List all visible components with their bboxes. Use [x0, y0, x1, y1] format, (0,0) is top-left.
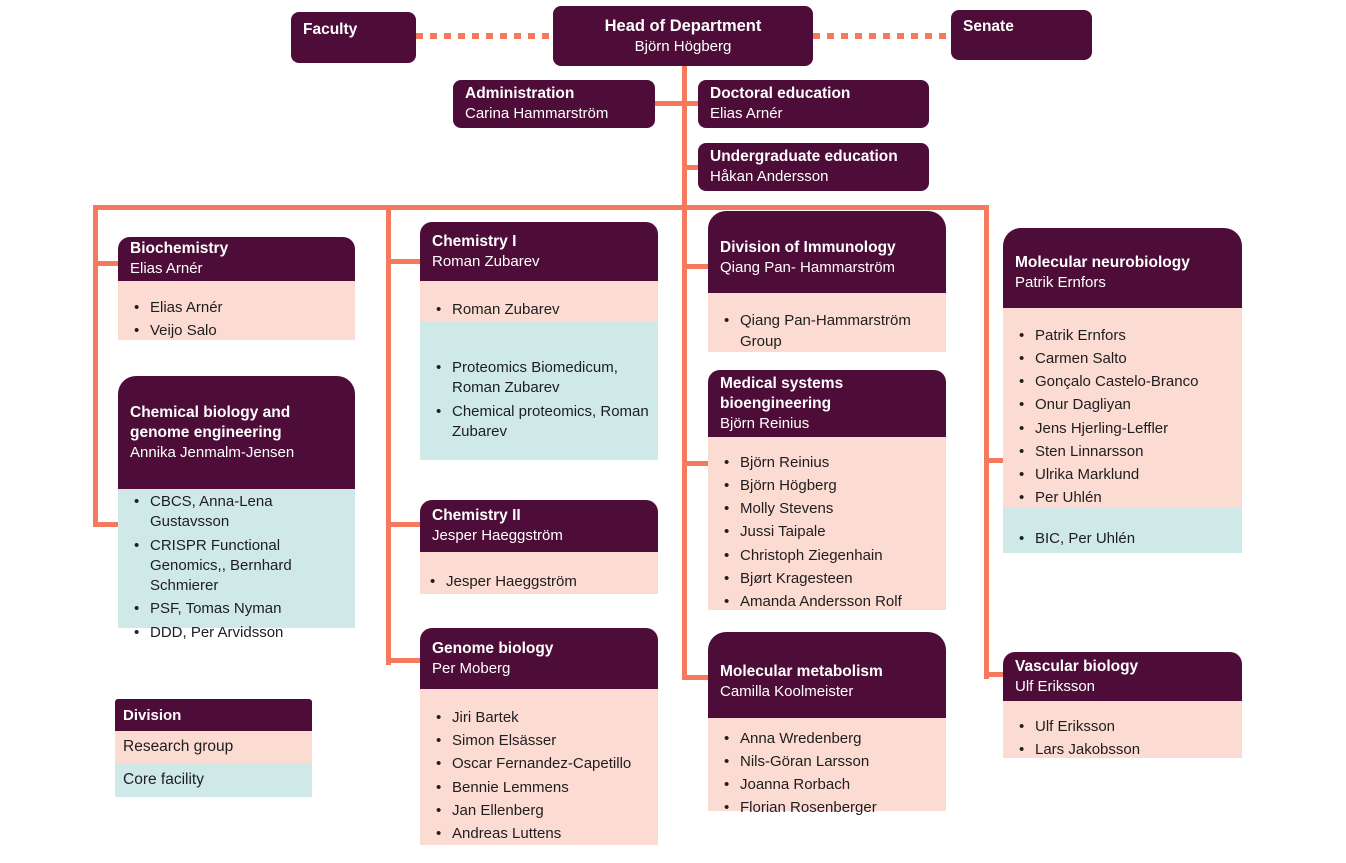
division-lead: Qiang Pan- Hammarström: [720, 259, 896, 277]
division-lead: Björn Reinius: [720, 414, 810, 432]
division-lead: Roman Zubarev: [432, 252, 540, 270]
division-title: Vascular biology: [1015, 657, 1139, 675]
member-item: • DDD, Per Arvidsson: [126, 623, 347, 643]
division-header-molecular-neurobiology: [1003, 228, 1242, 308]
member-item: • Proteomics Biomedicum, Roman Zubarev: [428, 358, 650, 399]
division-title: Molecular neurobiology: [1015, 254, 1190, 272]
member-item: • Ulrika Marklund: [1011, 465, 1234, 485]
undergraduate-education-box: [698, 143, 929, 191]
connector-main-horizontal: [93, 205, 989, 210]
legend-division-label: Division: [123, 706, 182, 724]
connector-stub-biochemistry: [93, 261, 121, 266]
research-group-list: [708, 437, 946, 628]
legend-core-facility-row: [115, 763, 312, 797]
administration-title: Administration: [465, 85, 575, 103]
member-item: • Onur Dagliyan: [1011, 395, 1234, 415]
member-item: • Per Uhlén: [1011, 488, 1234, 508]
member-item: • Oscar Fernandez-Capetillo: [428, 754, 650, 774]
head-of-department-box: [553, 6, 813, 66]
senate-title: Senate: [963, 18, 1014, 35]
connector-trunk-col1: [93, 205, 98, 527]
division-lead: Annika Jenmalm-Jensen: [130, 443, 295, 461]
member-item: • Christoph Ziegenhain: [716, 546, 938, 566]
research-group-panel-genome-biology: [420, 689, 658, 845]
core-facility-list: [420, 322, 658, 478]
division-title: Chemical biology and genome engineering: [130, 403, 291, 441]
division-header-genome-biology: [420, 628, 658, 689]
member-item: • Nils-Göran Larsson: [716, 752, 938, 772]
member-item: • Roman Zubarev: [428, 300, 650, 320]
member-item: • Bennie Lemmens: [428, 778, 650, 798]
member-item: • CRISPR Functional Genomics,, Bernhard Schmierer: [126, 536, 347, 597]
division-title: Molecular metabolism: [720, 663, 883, 681]
member-item: • Björn Högberg: [716, 476, 938, 496]
research-group-list: [1003, 701, 1242, 776]
doctoral-education-name: Elias Arnér: [710, 105, 783, 123]
head-title: Head of Department: [604, 16, 762, 35]
division-title: Medical systems bioengineering: [720, 374, 844, 412]
doctoral-education-box: [698, 80, 929, 128]
division-header-chemistry-2: [420, 500, 658, 552]
member-item: • Jesper Haeggström: [422, 572, 650, 592]
division-lead: Elias Arnér: [130, 260, 203, 278]
member-item: • Gonçalo Castelo-Branco: [1011, 372, 1234, 392]
member-item: • BIC, Per Uhlén: [1011, 529, 1234, 549]
member-item: • Veijo Salo: [126, 321, 347, 341]
research-group-panel-molecular-neurobiology: [1003, 308, 1242, 508]
connector-stub-molecular-metabolism: [682, 675, 711, 680]
member-item: • Ulf Eriksson: [1011, 717, 1234, 737]
senate-box: [951, 10, 1092, 60]
undergraduate-education-name: Håkan Andersson: [710, 168, 829, 186]
member-item: • Andreas Luttens: [428, 824, 650, 844]
division-title: Chemistry II: [432, 507, 521, 525]
connector-stub-chemistry-1: [386, 259, 423, 264]
member-item: • Jens Hjerling-Leffler: [1011, 419, 1234, 439]
member-item: • Simon Elsässer: [428, 731, 650, 751]
member-item: • Molly Stevens: [716, 499, 938, 519]
division-title: Division of Immunology: [720, 239, 896, 257]
connector-trunk-col4: [984, 205, 989, 679]
administration-box: [453, 80, 655, 128]
member-item: • Qiang Pan-Hammarström Group: [716, 311, 938, 352]
member-item: • Anna Wredenberg: [716, 729, 938, 749]
division-lead: Camilla Koolmeister: [720, 683, 854, 701]
division-header-biochemistry: [118, 237, 355, 281]
member-item: • Björn Reinius: [716, 453, 938, 473]
division-header-molecular-metabolism: [708, 632, 946, 718]
division-header-chemical-biology: [118, 376, 355, 489]
research-group-list: [420, 689, 658, 863]
connector-stub-chemistry-2: [386, 522, 423, 527]
division-header-immunology: [708, 211, 946, 293]
member-item: • Sten Linnarsson: [1011, 442, 1234, 462]
research-group-list: [118, 281, 355, 358]
division-title: Biochemistry: [130, 240, 229, 258]
core-facility-list: [1003, 508, 1242, 571]
legend-division-header: [115, 699, 312, 731]
research-group-panel-medical-systems: [708, 437, 946, 610]
legend-core-facility-label: Core facility: [123, 771, 204, 788]
division-lead: Jesper Haeggström: [432, 527, 563, 545]
member-item: • CBCS, Anna-Lena Gustavsson: [126, 492, 347, 533]
member-item: • PSF, Tomas Nyman: [126, 599, 347, 619]
division-lead: Ulf Eriksson: [1015, 677, 1096, 695]
division-title: Chemistry I: [432, 232, 517, 250]
member-item: • Patrik Ernfors: [1011, 326, 1234, 346]
doctoral-education-title: Doctoral education: [710, 85, 851, 103]
core-facility-panel-chemistry-1: [420, 322, 658, 460]
research-group-panel-chemistry-2: [420, 552, 658, 594]
division-header-chemistry-1: [420, 222, 658, 281]
core-facility-panel-molecular-neurobiology: [1003, 508, 1242, 553]
research-group-list: [708, 293, 946, 370]
member-item: • Jiri Bartek: [428, 708, 650, 728]
administration-name: Carina Hammarström: [465, 105, 609, 123]
member-item: • Elias Arnér: [126, 298, 347, 318]
faculty-box: [291, 12, 416, 63]
faculty-title: Faculty: [303, 21, 358, 38]
undergraduate-education-title: Undergraduate education: [710, 148, 898, 166]
member-item: • Chemical proteomics, Roman Zubarev: [428, 402, 650, 443]
connector-trunk-center: [682, 66, 687, 680]
member-item: • Jussi Taipale: [716, 522, 938, 542]
legend-research-group-label: Research group: [123, 738, 234, 755]
division-header-medical-systems: [708, 370, 946, 437]
research-group-panel-molecular-metabolism: [708, 718, 946, 817]
core-facility-panel-chemical-biology: [118, 489, 355, 641]
connector-stub-immunology: [682, 264, 711, 269]
member-item: • Lars Jakobsson: [1011, 740, 1234, 760]
division-lead: Per Moberg: [432, 659, 511, 677]
member-item: • Bjørt Kragesteen: [716, 569, 938, 589]
core-facility-list: [118, 489, 355, 646]
member-item: • Florian Rosenberger: [716, 798, 938, 818]
connector-faculty-head: [416, 33, 553, 39]
member-item: • Carmen Salto: [1011, 349, 1234, 369]
research-group-panel-chemistry-1: [420, 281, 658, 322]
head-name: Björn Högberg: [634, 37, 732, 55]
connector-stub-chemical-biology: [93, 522, 121, 527]
connector-trunk-col2: [386, 205, 391, 665]
legend-research-group-row: [115, 731, 312, 763]
research-group-panel-immunology: [708, 293, 946, 352]
member-item: • Joanna Rorbach: [716, 775, 938, 795]
research-group-panel-biochemistry: [118, 281, 355, 340]
connector-head-senate: [813, 33, 951, 39]
division-lead: Patrik Ernfors: [1015, 274, 1106, 292]
division-header-vascular-biology: [1003, 652, 1242, 701]
research-group-list: [420, 552, 658, 612]
connector-stub-genome-biology: [386, 658, 423, 663]
research-group-list: [1003, 308, 1242, 526]
member-item: • Jan Ellenberg: [428, 801, 650, 821]
member-item: • Amanda Andersson Rolf: [716, 592, 938, 612]
connector-stub-medical-systems: [682, 461, 711, 466]
division-title: Genome biology: [432, 639, 554, 657]
research-group-panel-vascular-biology: [1003, 701, 1242, 758]
research-group-list: [708, 718, 946, 829]
